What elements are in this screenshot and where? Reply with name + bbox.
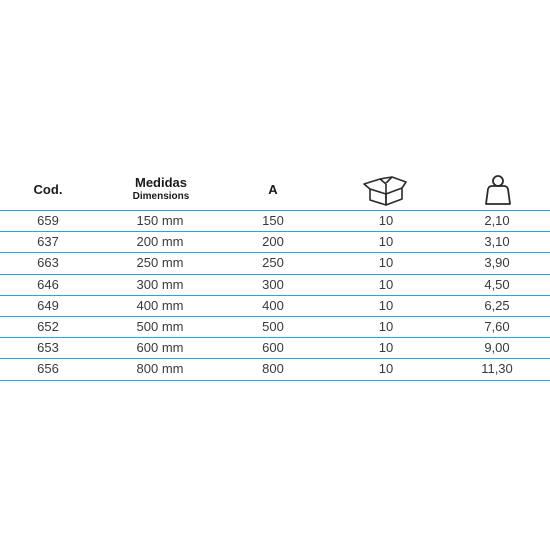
cell-medidas: 200 mm: [136, 234, 184, 250]
cell-box-qty: 10: [378, 340, 394, 356]
header-medidas-label: Medidas: [134, 175, 187, 190]
cell-weight: 3,90: [484, 255, 510, 271]
cell-box-qty: 10: [378, 213, 394, 228]
cell-cod: 652: [37, 318, 59, 334]
cell-weight: 3,10: [484, 234, 510, 250]
table-row: [0, 211, 550, 232]
cell-a: 800: [262, 361, 284, 377]
cell-medidas: 500 mm: [136, 318, 184, 334]
cell-weight: 6,25: [484, 297, 510, 313]
cell-a: 300: [262, 276, 284, 292]
cell-medidas: 600 mm: [136, 340, 184, 356]
cell-a: 150: [262, 213, 284, 228]
cell-a: 500: [262, 318, 284, 334]
cell-weight: 4,50: [484, 276, 510, 292]
cell-weight: 9,00: [484, 340, 510, 356]
cell-box-qty: 10: [378, 297, 394, 313]
cell-box-qty: 10: [378, 361, 394, 377]
cell-medidas: 800 mm: [136, 361, 184, 377]
cell-cod: 659: [37, 213, 59, 228]
cell-box-qty: 10: [378, 318, 394, 334]
table-body: [0, 210, 550, 381]
cell-medidas: 250 mm: [136, 255, 184, 271]
product-table: [0, 172, 550, 381]
header-dimensions-label: Dimensions: [132, 191, 190, 202]
table-header: [0, 172, 550, 210]
cell-medidas: 400 mm: [136, 297, 184, 313]
table-row: [0, 232, 550, 253]
cell-cod: 646: [37, 276, 59, 292]
cell-a: 250: [262, 255, 284, 271]
table-row: [0, 359, 550, 380]
cell-a: 600: [262, 340, 284, 356]
cell-box-qty: 10: [378, 276, 394, 292]
table-row: [0, 317, 550, 338]
table-row: [0, 338, 550, 359]
table-row: [0, 296, 550, 317]
cell-cod: 637: [37, 234, 59, 250]
table-row: [0, 275, 550, 296]
box-icon: [362, 174, 410, 211]
header-medidas: [114, 176, 208, 204]
cell-weight: 7,60: [484, 318, 510, 334]
cell-medidas: 150 mm: [136, 213, 184, 228]
weight-icon: [480, 173, 516, 212]
header-a: A: [268, 182, 278, 197]
cell-a: 400: [262, 297, 284, 313]
cell-box-qty: 10: [378, 234, 394, 250]
cell-cod: 649: [37, 297, 59, 313]
cell-weight: 2,10: [484, 213, 510, 228]
cell-cod: 656: [37, 361, 59, 377]
cell-medidas: 300 mm: [136, 276, 184, 292]
cell-box-qty: 10: [378, 255, 394, 271]
cell-a: 200: [262, 234, 284, 250]
cell-weight: 11,30: [481, 361, 513, 377]
header-cod: Cod.: [33, 182, 63, 197]
cell-cod: 663: [37, 255, 59, 271]
table-row: [0, 253, 550, 274]
cell-cod: 653: [37, 340, 59, 356]
